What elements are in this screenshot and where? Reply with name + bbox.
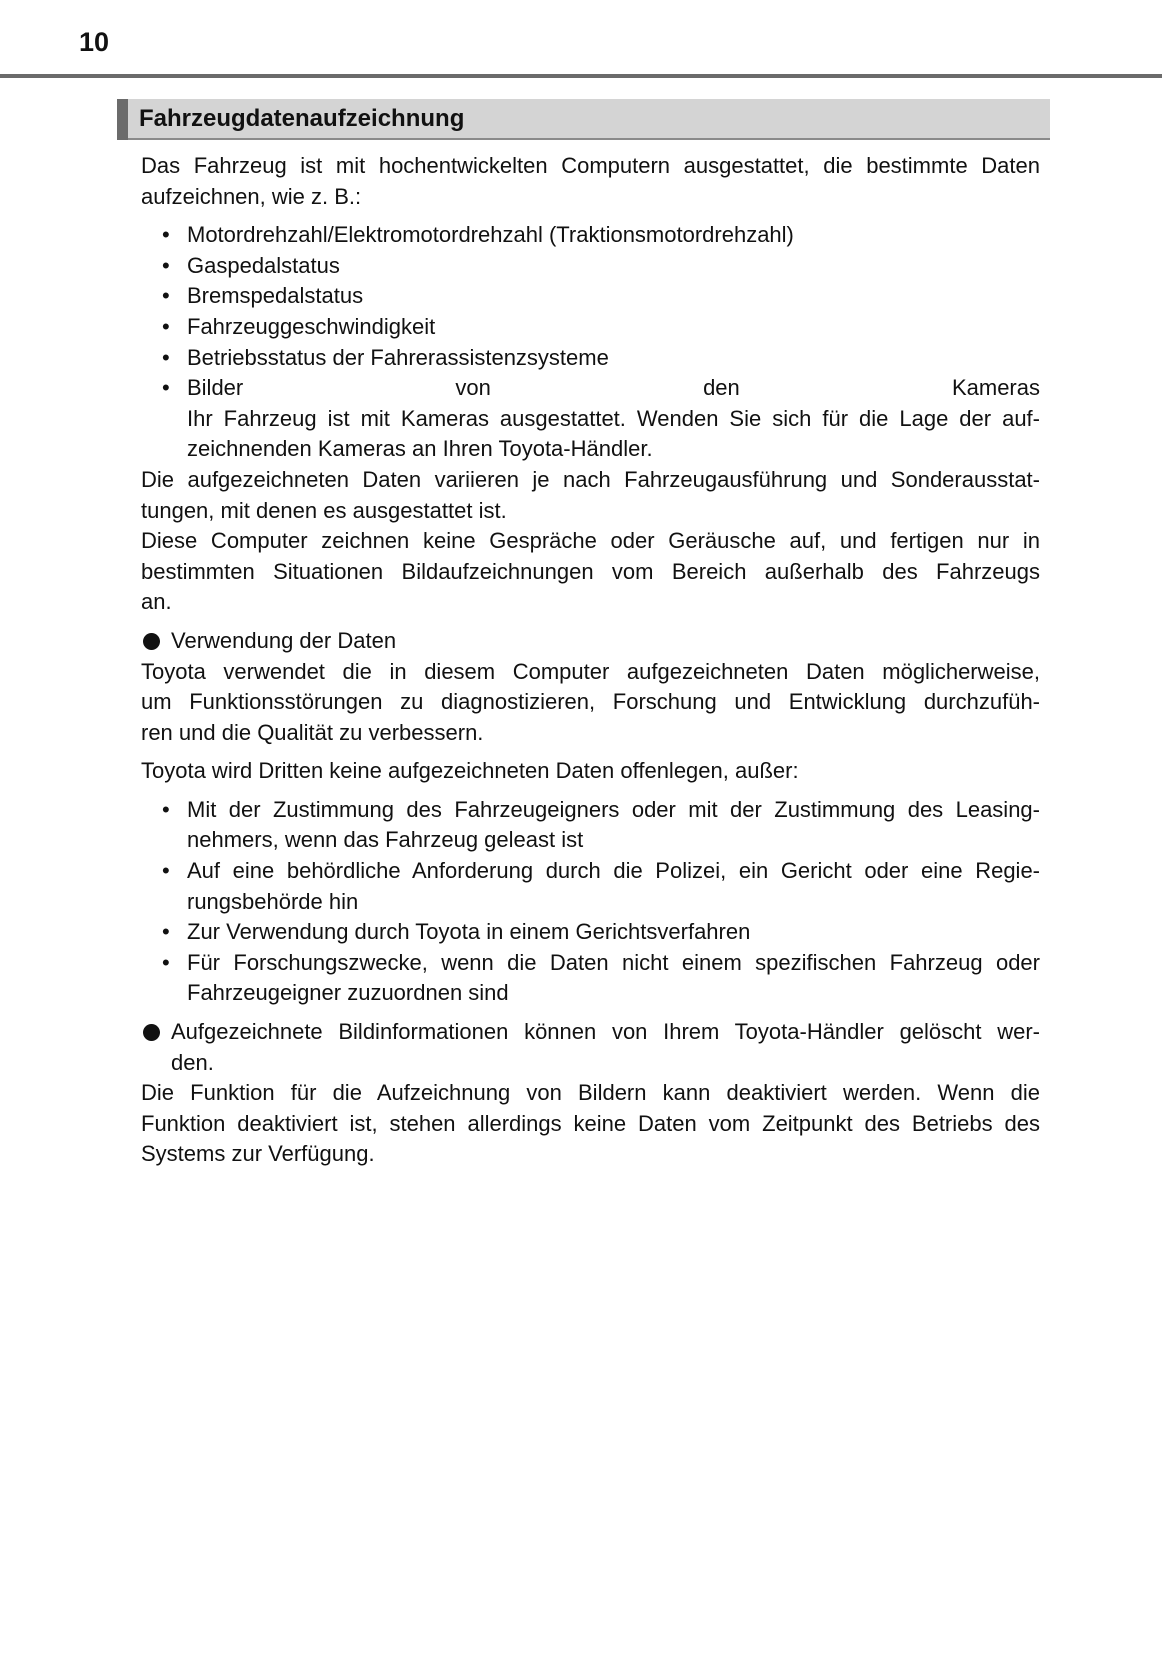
bullet-icon: • (162, 796, 170, 822)
text-line: Ihr Fahrzeug ist mit Kameras ausgestattet. Wenden Sie sich für die Lage der auf- (187, 405, 1040, 431)
text-line: Das Fahrzeug ist mit hochentwickelten Computern ausgestattet, die bestimmte Daten (141, 153, 1040, 178)
text-line: Die Funktion für die Aufzeichnung von Bildern kann deaktiviert werden. Wenn die (141, 1080, 1040, 1106)
text-line: Funktion deaktiviert ist, stehen allerdings keine Daten vom Zeitpunkt des Betriebs des (141, 1110, 1040, 1136)
text-line: Fahrzeuggeschwindigkeit (187, 313, 436, 339)
intro-paragraph (141, 151, 1040, 212)
text-line: den. (171, 1049, 214, 1075)
list-item (141, 251, 1040, 282)
text-line: Zur Verwendung durch Toyota in einem Gerichtsverfahren (187, 919, 751, 945)
images-paragraph (141, 1078, 1040, 1170)
section-title: Fahrzeugdatenaufzeichnung (139, 105, 465, 132)
list-item (141, 948, 1040, 1009)
list-item (141, 373, 1040, 465)
text-line: zeichnenden Kameras an Ihren Toyota-Händler. (187, 436, 653, 462)
bullet-icon: • (162, 313, 170, 339)
usage-title: Verwendung der Daten (171, 627, 397, 653)
text-line: Diese Computer zeichnen keine Gespräche oder Geräusche auf, und fertigen nur in (141, 528, 1040, 554)
bullet-icon: • (162, 344, 170, 370)
bullet-icon: • (162, 919, 170, 945)
page-number: 10 (79, 27, 110, 57)
list-item (141, 281, 1040, 312)
recorded-data-list (141, 220, 1040, 465)
text-line: Die aufgezeichneten Daten variieren je nach Fahrzeugausführung und Sonderausstat- (141, 466, 1040, 492)
computers-paragraph (141, 526, 1040, 618)
bullet-icon: • (162, 949, 170, 975)
bullet-icon: • (162, 252, 170, 278)
text-line: Toyota wird Dritten keine aufgezeichneten Daten offenlegen, außer: (141, 758, 799, 784)
list-item (141, 220, 1040, 251)
filled-circle-icon (143, 1024, 160, 1041)
text-line: tungen, mit denen es ausgestattet ist. (141, 497, 507, 523)
list-item (141, 795, 1040, 856)
bullet-icon: • (162, 375, 170, 401)
filled-circle-icon (143, 633, 160, 650)
text-line: aufzeichnen, wie z. B.: (141, 183, 362, 209)
bullet-icon: • (162, 222, 170, 248)
text-line: um Funktionsstörungen zu diagnostizieren, Forschung und Entwicklung durchzufüh- (141, 689, 1040, 715)
text-line: an. (141, 589, 172, 615)
text-line: ren und die Qualität zu verbessern. (141, 719, 484, 745)
images-heading (141, 1017, 1040, 1078)
list-item (141, 856, 1040, 917)
bullet-icon: • (162, 283, 170, 309)
text-line: Mit der Zustimmung des Fahrzeugeigners oder mit der Zustimmung des Leasing- (187, 796, 1040, 822)
text-line: nehmers, wenn das Fahrzeug geleast ist (187, 827, 584, 853)
list-item (141, 917, 1040, 948)
usage-paragraph (141, 657, 1040, 749)
list-item (141, 343, 1040, 374)
document-body (141, 151, 1040, 1170)
text-line: Motordrehzahl/Elektromotordrehzahl (Traktionsmotordrehzahl) (187, 222, 794, 248)
text-line: bestimmten Situationen Bildaufzeichnungen vom Bereich außerhalb des Fahrzeugs (141, 558, 1040, 584)
variation-paragraph (141, 465, 1040, 526)
heading-accent-bar (117, 99, 128, 140)
text-line: Bilder von den Kameras (187, 375, 1040, 401)
text-line: Bremspedalstatus (187, 283, 364, 309)
text-line: Aufgezeichnete Bildinformationen können von Ihrem Toyota-Händler gelöscht wer- (171, 1019, 1040, 1045)
text-line: Auf eine behördliche Anforderung durch die Polizei, ein Gericht oder eine Regie- (187, 858, 1040, 884)
usage-heading (141, 626, 1040, 657)
text-line: rungsbehörde hin (187, 888, 359, 914)
section-heading (117, 99, 1050, 140)
text-line: Systems zur Verfügung. (141, 1141, 375, 1167)
disclosure-intro (141, 756, 1040, 787)
bullet-icon: • (162, 858, 170, 884)
disclosure-list (141, 795, 1040, 1009)
text-line: Für Forschungszwecke, wenn die Daten nicht einem spezifischen Fahrzeug oder (187, 949, 1040, 975)
text-line: Betriebsstatus der Fahrerassistenzsysteme (187, 344, 609, 370)
header-rule (0, 74, 1162, 78)
text-line: Toyota verwendet die in diesem Computer aufgezeichneten Daten möglicherweise, (141, 658, 1040, 684)
text-line: Gaspedalstatus (187, 252, 340, 278)
list-item (141, 312, 1040, 343)
text-line: Fahrzeugeigner zuzuordnen sind (187, 980, 509, 1006)
